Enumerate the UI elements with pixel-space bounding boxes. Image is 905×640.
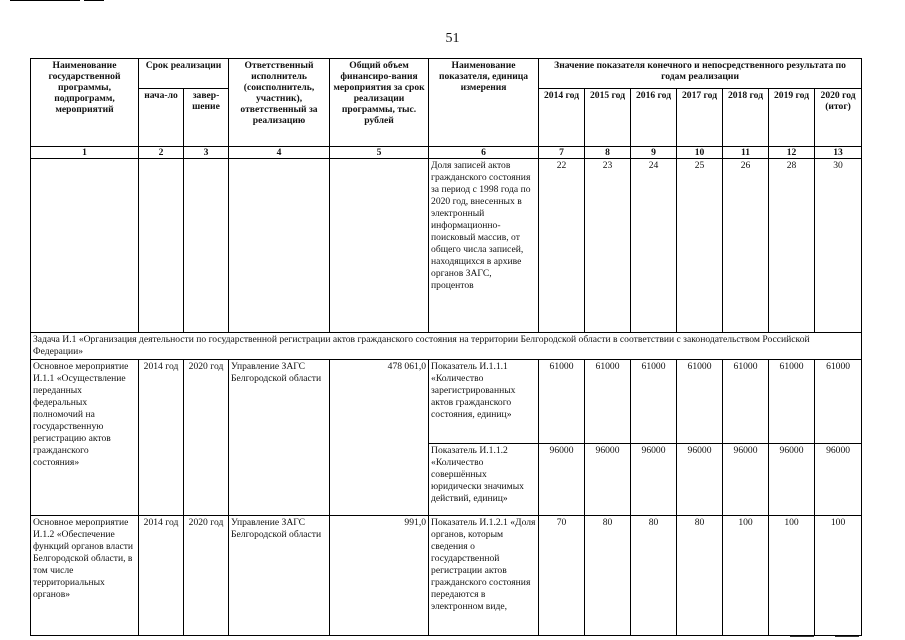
value-cell: 96000: [585, 444, 631, 516]
event-start: 2014 год: [139, 516, 184, 636]
event-start: 2014 год: [139, 360, 184, 516]
bottom-mark: [790, 636, 814, 637]
value-cell: 80: [585, 516, 631, 636]
indicator-cell: Показатель И.1.1.2 «Количество совершённых юридически значимых действий, единиц»: [429, 444, 539, 516]
header-year: 2019 год: [769, 89, 815, 147]
value-cell: 96000: [769, 444, 815, 516]
column-number: 11: [723, 147, 769, 159]
task-row: [31, 333, 862, 360]
empty-cell: [229, 159, 330, 333]
value-cell: 28: [769, 159, 815, 333]
event-funding: 991,0: [330, 516, 429, 636]
header-year: 2014 год: [539, 89, 585, 147]
header-year: 2018 год: [723, 89, 769, 147]
column-number: 5: [330, 147, 429, 159]
empty-cell: [31, 159, 139, 333]
column-number: 4: [229, 147, 330, 159]
header-start: нача-ло: [139, 89, 184, 147]
value-cell: 96000: [677, 444, 723, 516]
value-cell: 61000: [815, 360, 862, 444]
column-number: 9: [631, 147, 677, 159]
header-funding: Общий объем финансиро-вания мероприятия за срок реализации программы, тыс. рублей: [330, 59, 429, 147]
empty-cell: [139, 159, 184, 333]
value-cell: 70: [539, 516, 585, 636]
value-cell: 26: [723, 159, 769, 333]
event-end: 2020 год: [184, 516, 229, 636]
value-cell: 96000: [723, 444, 769, 516]
column-number: 10: [677, 147, 723, 159]
header-year: 2017 год: [677, 89, 723, 147]
column-number: 1: [31, 147, 139, 159]
table-row: [31, 516, 862, 636]
empty-cell: [184, 159, 229, 333]
header-row-1: [31, 59, 862, 89]
value-cell: 96000: [815, 444, 862, 516]
value-cell: 96000: [539, 444, 585, 516]
header-year: 2016 год: [631, 89, 677, 147]
value-cell: 80: [677, 516, 723, 636]
column-number: 13: [815, 147, 862, 159]
event-end: 2020 год: [184, 360, 229, 516]
indicator-cell: Показатель И.1.1.1 «Количество зарегистрированных актов гражданского состояния, единиц»: [429, 360, 539, 444]
header-period: Срок реализации: [139, 59, 229, 89]
value-cell: 61000: [585, 360, 631, 444]
value-cell: 100: [723, 516, 769, 636]
value-cell: 96000: [631, 444, 677, 516]
value-cell: 61000: [677, 360, 723, 444]
indicator-cell: Доля записей актов гражданского состояния за период с 1998 года по 2020 год, внесенных в электронный информационно-поисковый массив, от общего числа записей, находящихся в архиве органов ЗАГС, процентов: [429, 159, 539, 333]
page-number: 51: [445, 31, 460, 46]
column-number: 2: [139, 147, 184, 159]
value-cell: 61000: [631, 360, 677, 444]
column-number-row: [31, 147, 862, 159]
value-cell: 24: [631, 159, 677, 333]
column-number: 6: [429, 147, 539, 159]
indicator-cell: Показатель И.1.2.1 «Доля органов, которым сведения о государственной регистрации актов гражданского состояния передаются в электронном виде,: [429, 516, 539, 636]
top-rule-short: [84, 0, 104, 1]
value-cell: 100: [815, 516, 862, 636]
value-cell: 61000: [723, 360, 769, 444]
value-cell: 80: [631, 516, 677, 636]
event-name: Основное мероприятие И.1.1 «Осуществление переданных федеральных полномочий на государственную регистрацию актов гражданского состояния»: [31, 360, 139, 516]
column-number: 3: [184, 147, 229, 159]
event-executor: Управление ЗАГС Белгородской области: [229, 516, 330, 636]
column-number: 8: [585, 147, 631, 159]
header-values: Значение показателя конечного и непосредственного результата по годам реализации: [539, 59, 862, 89]
header-name: Наименование государственной программы, подпрограмм, мероприятий: [31, 59, 139, 147]
bottom-mark: [835, 636, 859, 637]
value-cell: 61000: [539, 360, 585, 444]
value-cell: 25: [677, 159, 723, 333]
value-cell: 23: [585, 159, 631, 333]
header-year: 2020 год (итог): [815, 89, 862, 147]
header-indicator: Наименование показателя, единица измерения: [429, 59, 539, 147]
event-executor: Управление ЗАГС Белгородской области: [229, 360, 330, 516]
top-rule: [10, 0, 80, 1]
program-table: [30, 58, 862, 636]
value-cell: 22: [539, 159, 585, 333]
event-funding: 478 061,0: [330, 360, 429, 516]
table-row: [31, 159, 862, 333]
value-cell: 100: [769, 516, 815, 636]
table-row: [31, 360, 862, 444]
empty-cell: [330, 159, 429, 333]
header-end: завер-шение: [184, 89, 229, 147]
task-title: Задача И.1 «Организация деятельности по государственной регистрации актов гражданского состояния на территории Белгородской области в соответствии с законодательством Российской Федерации»: [31, 333, 862, 360]
value-cell: 30: [815, 159, 862, 333]
event-name: Основное мероприятие И.1.2 «Обеспечение функций органов власти Белгородской области, в том числе территориальных органов»: [31, 516, 139, 636]
column-number: 12: [769, 147, 815, 159]
header-year: 2015 год: [585, 89, 631, 147]
value-cell: 61000: [769, 360, 815, 444]
header-executor: Ответственный исполнитель (соисполнитель, участник), ответственный за реализацию: [229, 59, 330, 147]
column-number: 7: [539, 147, 585, 159]
